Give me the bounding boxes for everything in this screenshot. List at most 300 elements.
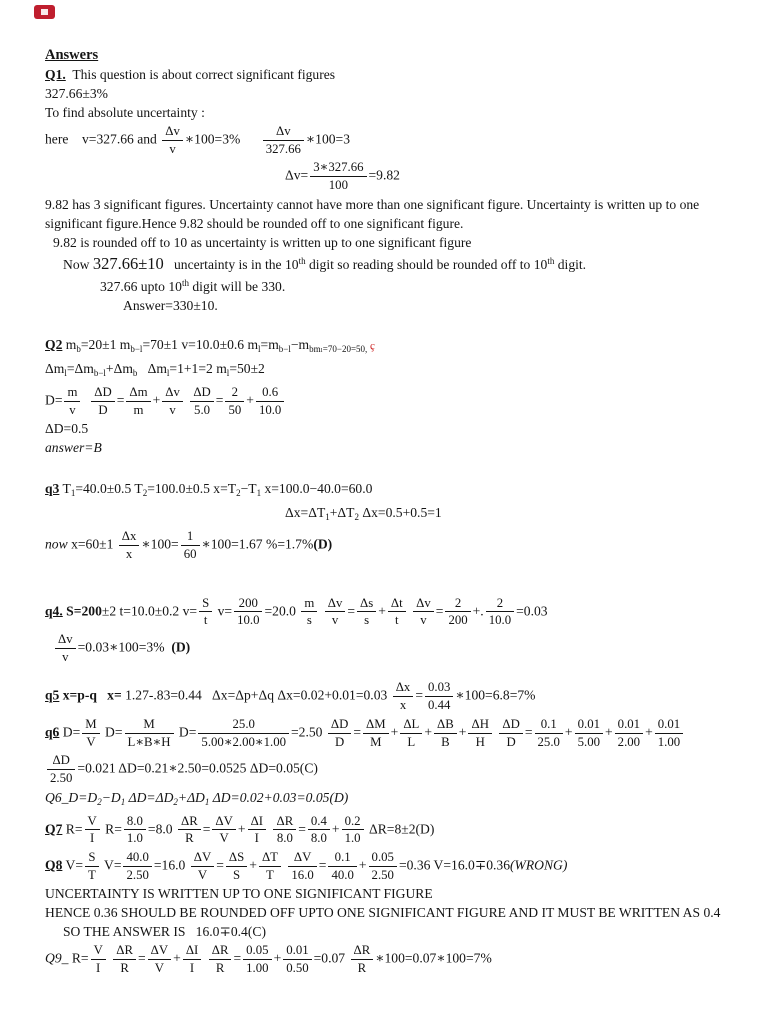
- fraction-numerator: m: [64, 385, 80, 402]
- fraction-numerator: 0.05: [243, 943, 271, 960]
- text-run: +: [424, 724, 433, 740]
- text-run: x=p-q x=: [59, 687, 122, 703]
- doc-line: [45, 527, 746, 563]
- fraction: [310, 160, 366, 192]
- fraction: [655, 717, 683, 749]
- fraction-denominator: 327.66: [265, 141, 301, 156]
- text-run: 327.66 upto 10: [100, 278, 182, 294]
- fraction: [388, 596, 406, 628]
- fraction-denominator: 1.0: [126, 831, 143, 846]
- fraction: [325, 596, 346, 628]
- text-run: +: [358, 857, 367, 873]
- fraction-denominator: 2.50: [50, 770, 73, 785]
- fraction-numerator: ΔR: [273, 814, 296, 831]
- fraction: [301, 596, 317, 628]
- text-run: =0.36 V=16.0∓0.36: [398, 857, 511, 873]
- fraction-numerator: ΔD: [91, 385, 114, 402]
- fraction-denominator: v: [62, 649, 69, 664]
- text-run: l: [166, 367, 170, 378]
- fraction-numerator: 1: [181, 529, 200, 546]
- fraction-numerator: ΔM: [363, 717, 389, 734]
- doc-line: [45, 103, 746, 122]
- doc-line: [45, 788, 746, 812]
- fraction: [288, 850, 316, 882]
- fraction-denominator: H: [475, 734, 485, 749]
- text-run: [185, 392, 188, 407]
- text-run: b−l: [278, 343, 291, 354]
- text-run: =: [233, 950, 242, 966]
- doc-line: [45, 922, 746, 941]
- fraction-numerator: Δx: [119, 529, 140, 546]
- fraction-denominator: t: [395, 613, 399, 628]
- text-run: =: [524, 724, 533, 740]
- fraction-numerator: ΔR: [209, 943, 232, 960]
- fraction-numerator: ΔD: [499, 717, 522, 734]
- text-run: ∗100=1.67 %=1.7%: [201, 536, 314, 552]
- fraction: [181, 529, 200, 561]
- doc-line: [45, 233, 746, 252]
- text-run: This question is about correct significant figures: [65, 67, 336, 82]
- q9-heading: [45, 941, 746, 977]
- fraction: [243, 943, 271, 975]
- doc-line: [45, 158, 746, 194]
- text-run: =: [298, 820, 306, 836]
- fraction-denominator: s: [306, 613, 312, 628]
- text-run: 2: [97, 796, 102, 807]
- text-run: −D: [101, 789, 121, 805]
- text-run: 1: [325, 512, 330, 523]
- text-run: 1: [70, 488, 76, 499]
- fraction-numerator: Δv: [263, 124, 304, 141]
- fraction-denominator: 50: [228, 402, 242, 417]
- text-run: ΔD=0.5: [45, 421, 89, 437]
- q7-heading: [45, 812, 746, 848]
- fraction-denominator: V: [86, 734, 96, 749]
- fraction-denominator: 8.0: [276, 831, 293, 846]
- text-run: l: [258, 343, 261, 354]
- fraction: [85, 814, 100, 846]
- fraction: [400, 717, 422, 749]
- text-run: V=: [62, 857, 84, 873]
- fraction: [91, 385, 114, 417]
- fraction: [126, 385, 150, 417]
- doc-line: [45, 274, 746, 296]
- text-run: =8.0: [147, 820, 176, 836]
- fraction-numerator: ΔR: [351, 943, 374, 960]
- fraction: [209, 943, 232, 975]
- fraction: [148, 943, 171, 975]
- fraction-denominator: V: [154, 961, 165, 976]
- text-run: +: [390, 724, 399, 740]
- text-run: Q6_D=D: [45, 789, 98, 805]
- fraction-numerator: 0.2: [342, 814, 364, 831]
- fraction-denominator: L: [407, 734, 416, 749]
- fraction: [212, 814, 235, 846]
- text-run: ±2 t=10.0±0.2 v=: [101, 602, 198, 618]
- text-run: Δv=: [285, 167, 309, 183]
- badge-glyph: [41, 9, 48, 15]
- text-run: =20.0: [264, 602, 300, 618]
- text-run: +ΔT: [329, 505, 355, 521]
- doc-line: [45, 296, 746, 315]
- text-run: 2: [236, 488, 241, 499]
- fraction: [190, 385, 213, 417]
- spacer: [45, 457, 746, 479]
- fraction: [82, 717, 99, 749]
- text-run: here v=327.66 and: [45, 131, 161, 147]
- q8-heading: [45, 848, 746, 884]
- fraction-denominator: 2.50: [371, 867, 394, 882]
- text-run: answer=B: [45, 440, 102, 456]
- fraction-numerator: 200: [234, 596, 262, 613]
- fraction-numerator: ΔV: [148, 943, 171, 960]
- fraction: [91, 943, 106, 975]
- fraction-numerator: 0.01: [283, 943, 311, 960]
- text-run: =: [215, 392, 224, 408]
- fraction-denominator: 0.44: [428, 698, 451, 713]
- fraction-denominator: S: [233, 867, 241, 882]
- text-run: =40.0±0.5 T: [75, 481, 143, 497]
- q5-heading: [45, 678, 746, 714]
- fraction-denominator: v: [169, 141, 176, 156]
- fraction: [113, 943, 136, 975]
- text-run: −m: [290, 336, 310, 352]
- text-run: Q7: [45, 820, 63, 836]
- text-run: R=: [62, 820, 83, 836]
- fraction-denominator: v: [69, 402, 76, 417]
- fraction: [248, 814, 267, 846]
- text-run: +: [249, 857, 257, 873]
- red-annotation-mark: ҫ: [367, 339, 375, 352]
- doc-line: [45, 630, 746, 666]
- fraction-denominator: I: [254, 831, 259, 846]
- fraction: [499, 717, 522, 749]
- text-run: 9.82 is rounded off to 10 as uncertainty is written up to one significant figure: [53, 234, 472, 250]
- text-run: +: [246, 392, 254, 408]
- fraction-numerator: Δv: [55, 632, 76, 649]
- text-run: =0.021 ΔD=0.21∗2.50=0.0525 ΔD=0.05(C): [77, 760, 318, 776]
- text-run: Δx=0.5+0.5=1: [358, 505, 442, 521]
- fraction-numerator: 0.4: [308, 814, 330, 831]
- text-run: +: [564, 724, 573, 740]
- text-run: +.: [472, 602, 484, 618]
- doc-paragraph: HENCE 0.36 SHOULD BE ROUNDED OFF UPTO ONE SIGNIFICANT FIGURE AND IT MUST BE WRITTEN AS 0.4: [45, 905, 721, 921]
- text-run: x=60±1: [71, 536, 117, 552]
- text-run: 1: [120, 796, 126, 807]
- text-run: digit so reading should be rounded off to 10: [305, 256, 548, 272]
- text-run: l: [64, 367, 67, 378]
- text-run: +: [605, 724, 613, 740]
- fraction-denominator: v: [420, 613, 427, 628]
- text-run: Q9_: [45, 950, 69, 966]
- fraction-denominator: 0.50: [286, 961, 309, 976]
- fraction: [85, 850, 99, 882]
- fraction-numerator: ΔV: [288, 850, 316, 867]
- doc-line: [45, 252, 746, 274]
- text-run: D=: [175, 724, 197, 740]
- fraction-denominator: D: [98, 402, 108, 417]
- fraction-numerator: 2: [486, 596, 514, 613]
- fraction: [226, 850, 247, 882]
- fraction-numerator: ΔL: [400, 717, 422, 734]
- text-run: =1+1=2 m: [169, 360, 227, 376]
- text-run: [203, 951, 206, 966]
- text-run: 327.66±10: [92, 253, 164, 273]
- fraction: [55, 632, 76, 664]
- text-run: x=100.0−40.0=60.0: [261, 481, 373, 497]
- fraction: [162, 385, 183, 417]
- fraction-numerator: V: [85, 814, 100, 831]
- fraction: [225, 385, 244, 417]
- fraction-numerator: Δx: [393, 680, 414, 697]
- text-run: 2: [354, 512, 359, 523]
- fraction: [183, 943, 202, 975]
- text-run: +: [173, 950, 181, 966]
- fraction-denominator: 1.0: [344, 831, 361, 846]
- fraction-numerator: ΔR: [113, 943, 136, 960]
- fraction-numerator: ΔV: [191, 850, 214, 867]
- text-run: uncertainty is in the 10: [163, 256, 299, 272]
- fraction: [64, 385, 80, 417]
- spacer: [45, 666, 746, 678]
- fraction-denominator: 1.00: [246, 961, 269, 976]
- fraction: [357, 596, 376, 628]
- q3-heading: [45, 479, 746, 503]
- fraction-denominator: 5.0: [194, 402, 211, 417]
- text-run: D=: [59, 724, 81, 740]
- fraction-numerator: m: [301, 596, 317, 613]
- fraction: [445, 596, 470, 628]
- text-run: R=: [68, 950, 89, 966]
- text-run: [283, 857, 286, 872]
- text-run: ∗100=: [141, 536, 179, 552]
- fraction-denominator: v: [331, 613, 339, 628]
- text-run: R=: [101, 820, 122, 836]
- q4-heading: [45, 594, 746, 630]
- fraction-numerator: 0.1: [328, 850, 356, 867]
- fraction: [413, 596, 434, 628]
- fraction-numerator: Δv: [162, 124, 183, 141]
- text-run: +: [645, 724, 653, 740]
- text-run: =: [347, 602, 356, 618]
- text-run: ΔD=ΔD: [125, 789, 174, 805]
- fraction-denominator: D: [506, 734, 516, 749]
- text-run: (WRONG): [510, 857, 568, 873]
- text-run: [268, 821, 271, 836]
- fraction-denominator: D: [334, 734, 345, 749]
- text-run: =m: [260, 336, 279, 352]
- fraction-denominator: I: [96, 961, 101, 976]
- doc-paragraph: 9.82 has 3 significant figures. Uncertainty cannot have more than one significant figure. Uncertainty is written up to one significant figure.Hence 9.82 should be rounded off to one significant figure.: [45, 196, 703, 231]
- text-run: ∗100=0.07∗100=7%: [375, 950, 492, 966]
- fraction-numerator: Δm: [126, 385, 150, 402]
- text-run: D=: [101, 724, 123, 740]
- fraction: [47, 753, 75, 785]
- text-run: b−l: [130, 343, 143, 354]
- fraction-numerator: ΔD: [328, 717, 351, 734]
- text-run: =2.50: [291, 724, 326, 740]
- fraction-denominator: 40.0: [331, 867, 354, 882]
- fraction-denominator: 8.0: [310, 831, 327, 846]
- fraction-numerator: ΔT: [259, 850, 281, 867]
- text-run: Δx=ΔT: [285, 505, 326, 521]
- fraction-denominator: m: [133, 402, 144, 417]
- text-run: digit will be 330.: [188, 278, 286, 294]
- text-run: now: [45, 536, 72, 552]
- fraction: [393, 680, 414, 712]
- text-run: =70±1 v=10.0±0.6 m: [142, 336, 259, 352]
- text-run: v=: [214, 602, 233, 618]
- fraction-denominator: 200: [448, 613, 468, 628]
- text-run: Q8: [45, 857, 63, 873]
- text-run: ΔR=8±2(D): [365, 820, 435, 836]
- spacer: [45, 315, 746, 335]
- fraction: [351, 943, 374, 975]
- fraction: [199, 596, 212, 628]
- text-run: 1: [204, 796, 210, 807]
- fraction: [328, 717, 351, 749]
- text-run: m: [62, 336, 77, 352]
- fraction-numerator: 2: [445, 596, 470, 613]
- text-run: To find absolute uncertainty :: [45, 105, 205, 120]
- text-run: digit.: [554, 256, 587, 272]
- text-run: D=: [45, 392, 63, 408]
- doc-line: [45, 383, 746, 419]
- fraction: [198, 717, 289, 749]
- text-run: =20±1 m: [80, 336, 131, 352]
- spacer: [45, 564, 746, 594]
- doc-line: [45, 503, 746, 527]
- fraction: [575, 717, 603, 749]
- text-run: +: [273, 950, 282, 966]
- fraction-numerator: ΔI: [248, 814, 267, 831]
- fraction-denominator: V: [219, 831, 229, 846]
- doc-line: [45, 884, 746, 903]
- fraction-numerator: M: [82, 717, 99, 734]
- doc-line: [45, 359, 746, 383]
- text-run: bmₗ=70−20=50,: [309, 343, 368, 354]
- text-run: ∗100=3: [305, 131, 351, 147]
- fraction: [178, 814, 201, 846]
- fraction-numerator: M: [125, 717, 174, 734]
- fraction-numerator: Δv: [413, 596, 434, 613]
- text-run: q4.: [45, 602, 63, 618]
- fraction-denominator: R: [357, 961, 367, 976]
- text-run: SO THE ANSWER IS 16.0∓0.4(C): [63, 924, 266, 940]
- text-run: Δm: [137, 360, 167, 376]
- fraction-denominator: t: [203, 613, 208, 628]
- fraction-numerator: 25.0: [198, 717, 289, 734]
- fraction-numerator: ΔI: [183, 943, 202, 960]
- fraction-numerator: ΔS: [226, 850, 247, 867]
- doc-line: [45, 438, 746, 457]
- fraction-numerator: Δt: [388, 596, 406, 613]
- fraction-denominator: B: [441, 734, 450, 749]
- text-run: =: [137, 950, 146, 966]
- fraction-denominator: 60: [183, 546, 197, 561]
- text-run: +: [458, 724, 467, 740]
- fraction-denominator: x: [399, 698, 407, 713]
- text-run: Q2: [45, 336, 63, 352]
- text-run: Δm: [45, 360, 65, 376]
- text-run: th: [547, 255, 555, 266]
- fraction-denominator: I: [189, 961, 195, 976]
- fraction-denominator: x: [125, 546, 133, 561]
- fraction-numerator: ΔH: [468, 717, 491, 734]
- q2-heading: [45, 335, 746, 359]
- text-run: [408, 603, 411, 618]
- fraction: [256, 385, 284, 417]
- text-run: ∗100=6.8=7%: [455, 687, 536, 703]
- fraction: [263, 124, 304, 156]
- text-run: −T: [240, 481, 257, 497]
- fraction-denominator: I: [90, 831, 95, 846]
- fraction-denominator: v: [169, 402, 176, 417]
- fraction-numerator: 2: [225, 385, 244, 402]
- text-run: =50±2: [229, 360, 265, 376]
- text-run: 2: [173, 796, 178, 807]
- fraction-denominator: 25.0: [537, 734, 560, 749]
- fraction-numerator: ΔV: [212, 814, 235, 831]
- fraction-numerator: Δs: [357, 596, 376, 613]
- text-run: =9.82: [368, 167, 400, 183]
- fraction-numerator: 0.6: [256, 385, 284, 402]
- fraction-numerator: 0.1: [535, 717, 563, 734]
- doc-line: [45, 122, 746, 158]
- fraction-denominator: R: [185, 831, 194, 846]
- fraction-denominator: s: [364, 613, 370, 628]
- text-run: [494, 724, 497, 739]
- text-run: 2: [142, 488, 148, 499]
- fraction-denominator: 10.0: [237, 613, 260, 628]
- text-run: =0.03: [516, 602, 548, 618]
- doc-title: Answers: [45, 47, 99, 63]
- fraction-denominator: R: [120, 961, 129, 976]
- fraction-numerator: 3∗327.66: [310, 160, 366, 177]
- doc-line: [45, 84, 746, 103]
- corner-badge-icon: [34, 5, 55, 19]
- text-run: =16.0: [153, 857, 189, 873]
- text-run: =100.0±0.5 x=T: [147, 481, 237, 497]
- text-run: th: [181, 277, 189, 288]
- text-run: q5: [45, 687, 60, 703]
- fraction-denominator: 2.00: [617, 734, 641, 749]
- text-run: l: [226, 367, 230, 378]
- fraction-numerator: 0.01: [575, 717, 603, 734]
- text-run: T: [59, 481, 71, 497]
- fraction: [468, 717, 491, 749]
- fraction-numerator: S: [199, 596, 212, 613]
- text-run: =: [415, 687, 424, 703]
- text-run: (D): [313, 536, 333, 552]
- text-run: S=200: [62, 602, 102, 618]
- fraction-denominator: V: [197, 867, 208, 882]
- fraction: [273, 814, 296, 846]
- text-run: [82, 392, 89, 407]
- text-run: =: [353, 724, 362, 740]
- doc-body: [45, 65, 746, 978]
- fraction: [486, 596, 514, 628]
- fraction: [124, 814, 146, 846]
- fraction-numerator: ΔB: [434, 717, 457, 734]
- fraction-denominator: 100: [328, 178, 348, 193]
- fraction-numerator: ΔD: [190, 385, 213, 402]
- fraction-numerator: V: [91, 943, 106, 960]
- fraction: [119, 529, 140, 561]
- fraction-numerator: 8.0: [124, 814, 146, 831]
- text-run: =: [318, 857, 327, 873]
- fraction: [125, 717, 174, 749]
